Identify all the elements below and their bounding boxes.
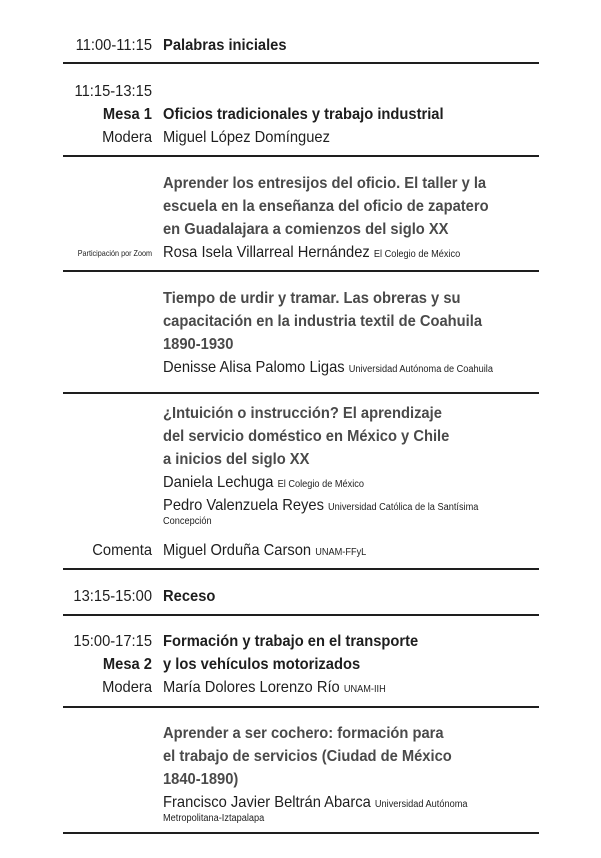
talk3-affiliation2-continued: Concepción	[163, 516, 212, 527]
mesa1-moderator-label: Modera	[102, 129, 152, 146]
mesa1-time: 11:15-13:15	[74, 83, 152, 100]
talk3-author2: Pedro Valenzuela Reyes	[163, 497, 324, 514]
divider	[63, 62, 539, 64]
talk3-title-line: del servicio doméstico en México y Chile	[163, 428, 450, 445]
recess-time: 13:15-15:00	[73, 588, 152, 605]
talk1-author: Rosa Isela Villarreal Hernández	[163, 244, 370, 261]
recess-title: Receso	[163, 588, 216, 605]
talk3-author2-line	[163, 494, 531, 519]
talk4-affiliation: Universidad Autónoma	[374, 799, 468, 810]
talk1-affiliation: El Colegio de México	[373, 249, 461, 260]
divider	[63, 270, 539, 272]
opening-title: Palabras iniciales	[163, 37, 287, 54]
talk1-title-line: escuela en la enseñanza del oficio de zapatero	[163, 198, 489, 215]
mesa1-title: Oficios tradicionales y trabajo industrial	[163, 106, 444, 123]
divider	[63, 155, 539, 157]
mesa1-label: Mesa 1	[102, 106, 152, 123]
zoom-participation-note: Participación por Zoom	[77, 248, 152, 258]
mesa2-moderator-line	[163, 676, 531, 701]
talk4-affiliation-continued: Metropolitana-Iztapalapa	[163, 813, 265, 824]
talk1-title-line: en Guadalajara a comienzos del siglo XX	[163, 221, 449, 238]
talk3-author1: Daniela Lechuga	[163, 474, 274, 491]
mesa2-title-line: Formación y trabajo en el transporte	[163, 633, 419, 650]
mesa2-time: 15:00-17:15	[73, 633, 152, 650]
mesa2-label: Mesa 2	[102, 656, 152, 673]
talk4-author: Francisco Javier Beltrán Abarca	[163, 794, 371, 811]
comment-name: Miguel Orduña Carson	[163, 542, 312, 559]
talk2-author: Denisse Alisa Palomo Ligas	[163, 359, 345, 376]
mesa2-moderator-affiliation: UNAM-IIH	[343, 684, 386, 695]
talk3-affiliation1: El Colegio de México	[277, 479, 365, 490]
talk3-title-line: a inicios del siglo XX	[163, 451, 310, 468]
talk3-title-line: ¿Intuición o instrucción? El aprendizaje	[163, 405, 442, 422]
talk1-title-line: Aprender los entresijos del oficio. El taller y la	[163, 175, 487, 192]
divider	[63, 568, 539, 570]
talk4-title-line: Aprender a ser cochero: formación para	[163, 725, 444, 742]
comment-label: Comenta	[92, 542, 152, 559]
divider	[63, 832, 539, 834]
comment-affiliation: UNAM-FFyL	[315, 547, 367, 558]
talk4-title-line: el trabajo de servicios (Ciudad de México	[163, 748, 452, 765]
mesa1-moderator: Miguel López Domínguez	[163, 129, 330, 146]
mesa2-moderator-label: Modera	[102, 679, 152, 696]
divider	[63, 614, 539, 616]
talk3-author1-line	[163, 471, 531, 496]
talk2-title-line: capacitación en la industria textil de Coahuila	[163, 313, 483, 330]
talk2-title-line: 1890-1930	[163, 336, 234, 353]
talk2-author-line	[163, 356, 531, 381]
talk2-title-line: Tiempo de urdir y tramar. Las obreras y su	[163, 290, 461, 307]
opening-time: 11:00-11:15	[75, 37, 152, 54]
talk1-author-line	[163, 241, 531, 266]
mesa2-moderator: María Dolores Lorenzo Río	[163, 679, 340, 696]
talk2-affiliation: Universidad Autónoma de Coahuila	[348, 364, 493, 375]
talk4-title-line: 1840-1890)	[163, 771, 239, 788]
mesa2-title-line: y los vehículos motorizados	[163, 656, 361, 673]
talk3-affiliation2: Universidad Católica de la Santísima	[328, 502, 479, 513]
divider	[63, 706, 539, 708]
comment-line	[163, 539, 531, 564]
divider	[63, 392, 539, 394]
